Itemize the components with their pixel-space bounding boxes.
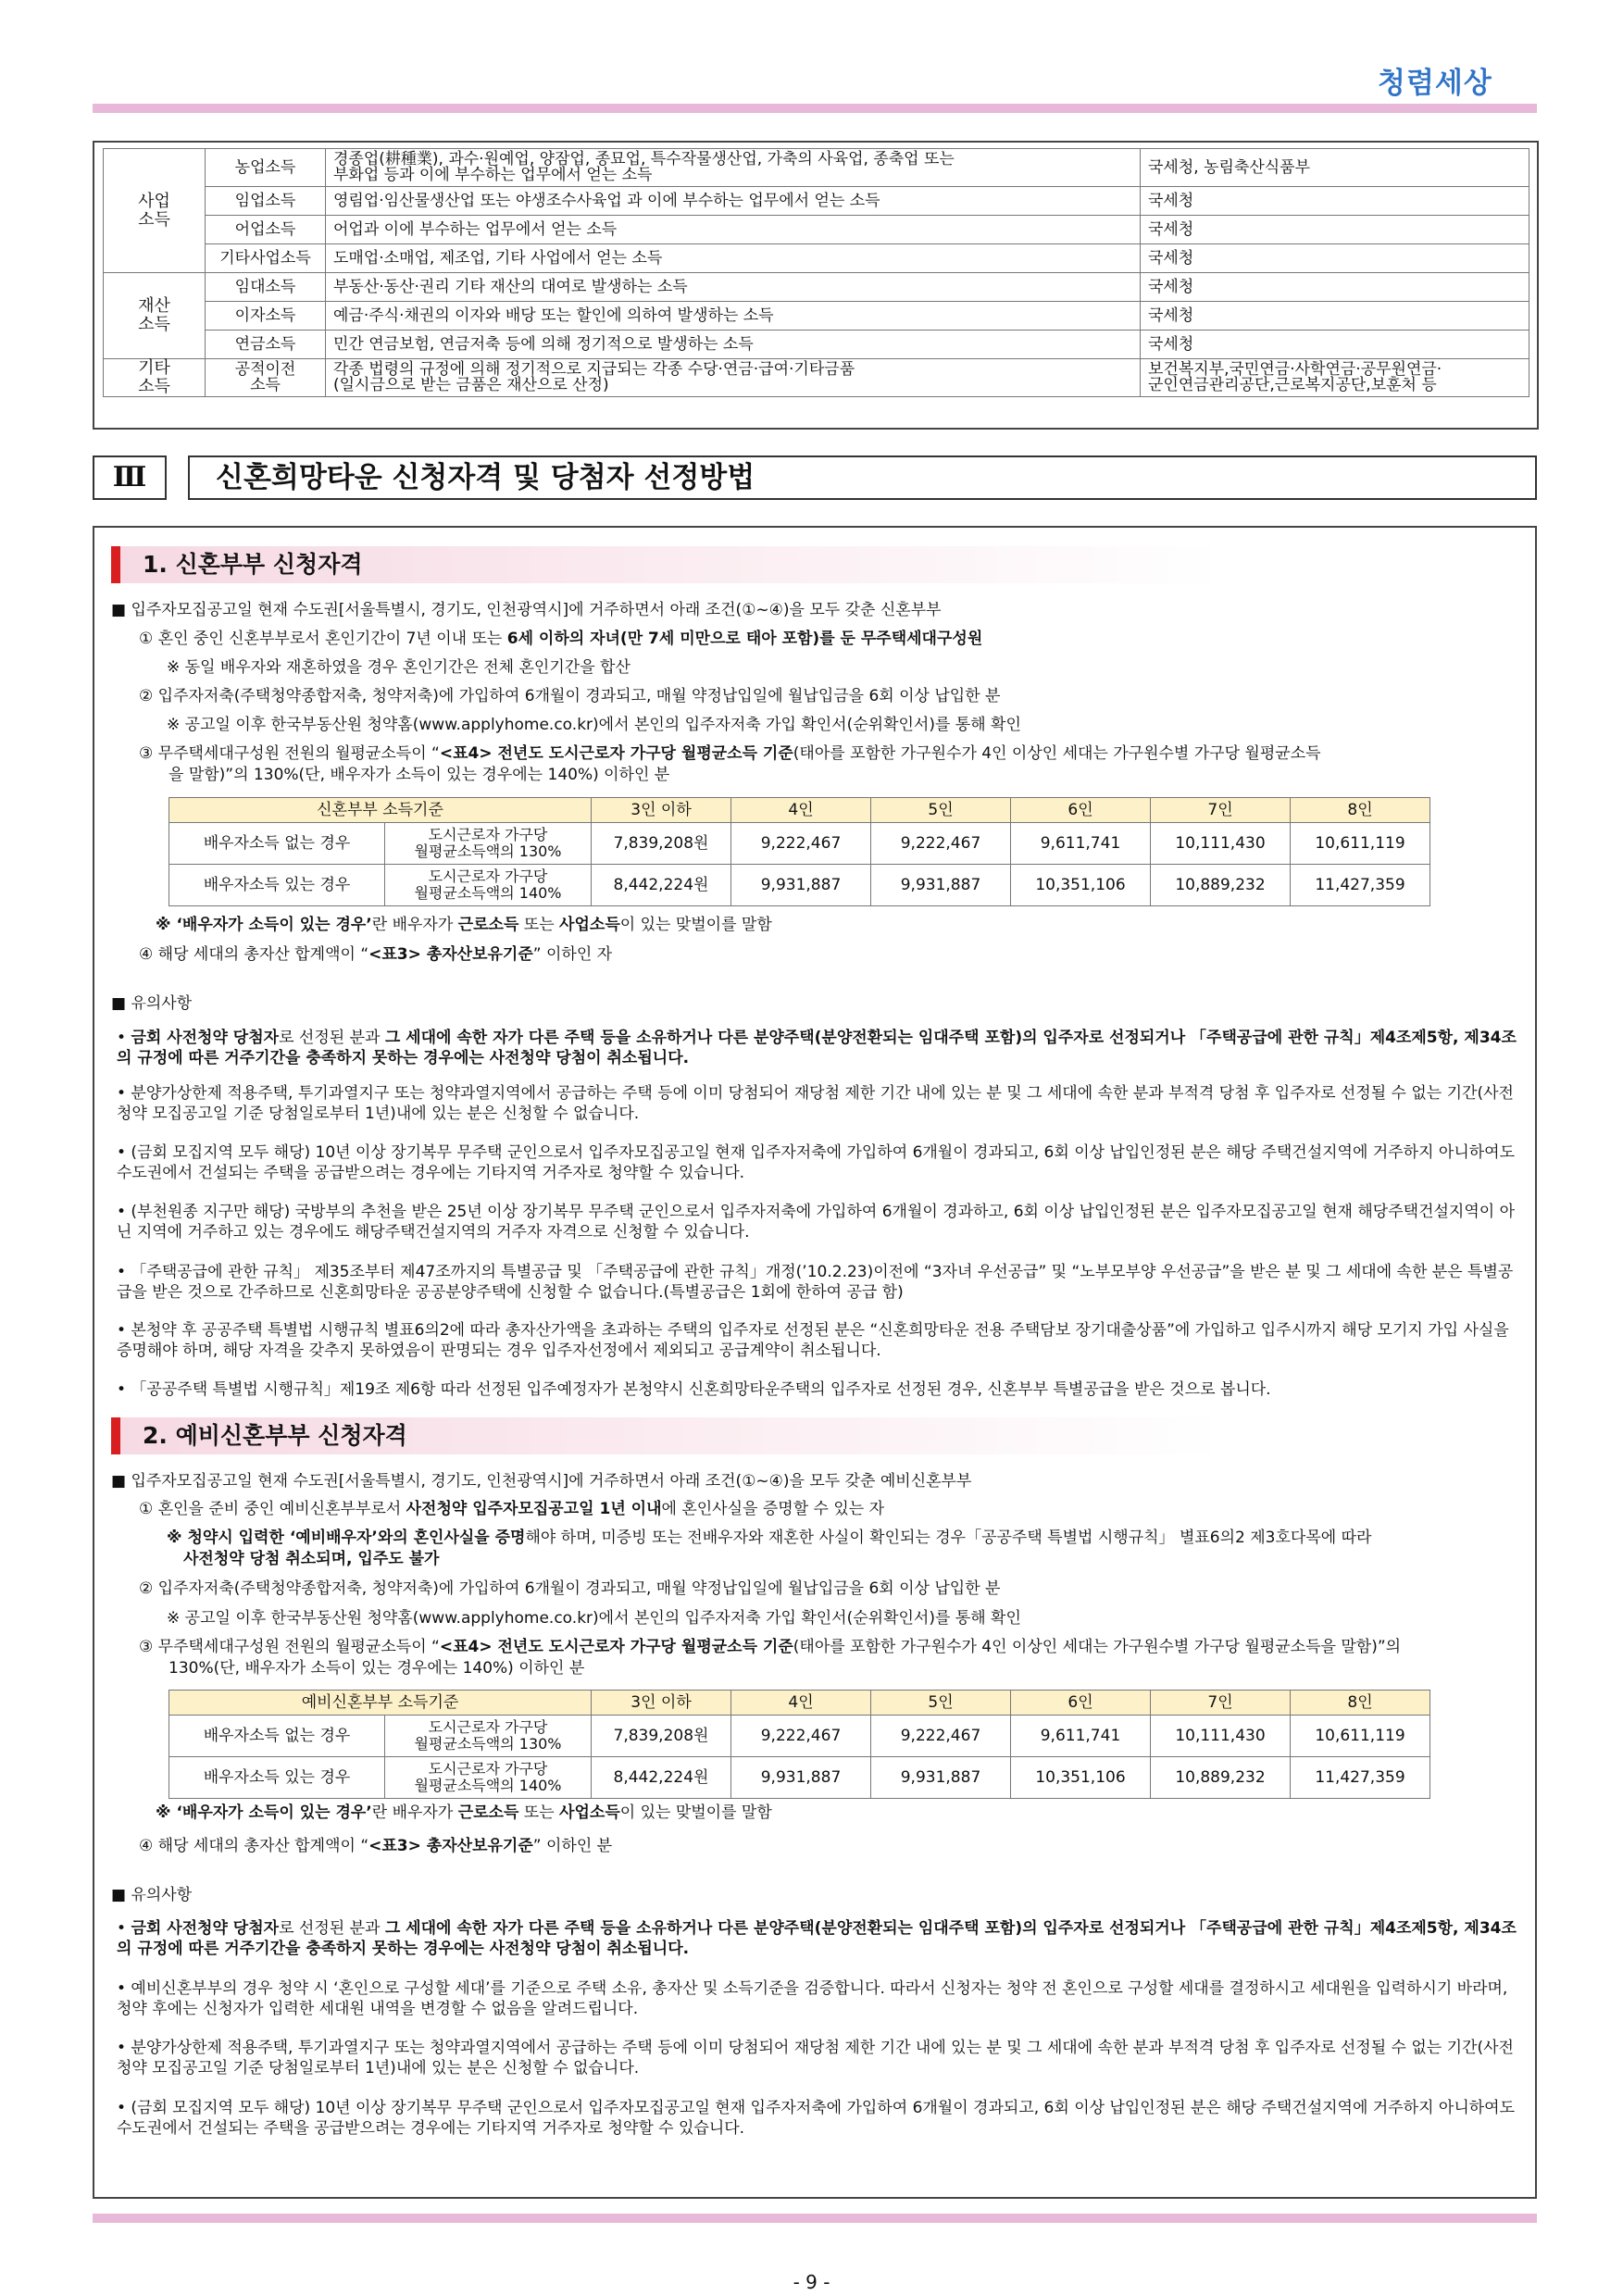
- row-label: 배우자소득 없는 경우: [169, 823, 385, 865]
- s1-bullet-6: • 본청약 후 공공주택 특별법 시행규칙 별표6의2에 따라 총자산가액을 초과하는 주택의 입주자로 선정된 분은 “신혼희망타운 전용 주택담보 장기대출상품”에 가입하고 입주시까지 해당 모기지 가입 사실을 증명해야 하며, 해당 자격을 갖추지 못하였음이 판명되는 경우 입주자선정에서 제외되고 공급계약이 취소됩니다.: [117, 1321, 1509, 1360]
- s1-bullet-5: • 「주택공급에 관한 규칙」 제35조부터 제47조까지의 특별공급 및 「주택공급에 관한 규칙」개정(’10.2.23)이전에 “3자녀 우선공급” 및 “노부모부양 우선공급”을 받은 분 및 그 세대에 속한 분은 특별공급을 받은 것으로 간주하므로 신혼희망타운 공공분양주택에 신청할 수 없습니다.(특별공급은 1회에 한하여 공급 함): [117, 1263, 1514, 1302]
- s2-cond4: [139, 1836, 612, 1856]
- s1-caution-title: ■ 유의사항: [111, 994, 193, 1013]
- heading-bar: [111, 1417, 120, 1454]
- income-value: 11,427,359: [1291, 1757, 1430, 1799]
- s2-cond1: [139, 1499, 884, 1519]
- income-value: 7,839,208원: [592, 1716, 731, 1757]
- income-value: 10,611,119: [1291, 1716, 1430, 1757]
- s1-b1-d: 그 세대에 속한 자가 다른 주택 등을 소유하거나 다른 분양주택(분양전환되는 임대주택 포함)의 입주자로 선정되거나 「주택공급에 관한 규칙」제4조제5항, 제34조의 규정에 따른 거주기간을 충족하지 못하는 경우에는 사전청약 당첨이 취소됩니다.: [117, 1029, 1517, 1067]
- income-category: 재산 소득: [104, 273, 206, 359]
- income-description: 부동산·동산·권리 기타 재산의 대여로 발생하는 소득: [326, 273, 1141, 302]
- income-agency: 국세청: [1141, 331, 1529, 359]
- income-row: [104, 187, 1529, 216]
- income-value: 9,931,887: [731, 1757, 871, 1799]
- s2-cond4-a: ④ 해당 세대의 총자산 합계액이 “: [139, 1837, 369, 1855]
- s2-b1-c: 로 선정된 분과: [279, 1919, 385, 1938]
- s1-note: [156, 915, 772, 935]
- income-row: [104, 273, 1529, 302]
- table-header-cell: 8인: [1291, 798, 1430, 823]
- s1-cond3-a: ③ 무주택세대구성원 전원의 월평균소득이 “: [139, 744, 440, 763]
- table-row: [169, 1716, 1430, 1757]
- income-row: [104, 331, 1529, 359]
- s1-note-c: 근로소득: [457, 916, 519, 934]
- table-header-cell: 6인: [1011, 798, 1151, 823]
- table-header-cell: 3인 이하: [592, 1691, 731, 1716]
- s2-cond3-cont: 130%(단, 배우자가 소득이 있는 경우에는 140%) 이하인 분: [169, 1659, 585, 1678]
- s2-c1n-b: 해야 하며, 미증빙 또는 전배우자와 재혼한 사실이 확인되는 경우「공공주택 특별법 시행규칙」 별표6의2 제3호다목에 따라: [525, 1529, 1372, 1547]
- s1-bullet-4: • (부천원종 지구만 해당) 국방부의 추천을 받은 25년 이상 장기복무 무주택 군인으로서 입주자저축에 가입하여 6개월이 경과하고, 6회 이상 납입인정된 분은 입주자모집공고일 현재 해당주택건설지역이 아닌 지역에 거주하고 있는 경우에도 해당주택건설지역의 거주자 자격으로 신청할 수 있습니다.: [117, 1203, 1516, 1242]
- income-subtype: 임업소득: [206, 187, 326, 216]
- row-label: 배우자소득 있는 경우: [169, 1757, 385, 1799]
- s2-cond4-b: <표3> 총자산보유기준: [368, 1837, 533, 1855]
- table-header-cell: 5인: [871, 1691, 1011, 1716]
- income-subtype: 임대소득: [206, 273, 326, 302]
- income-value: 10,889,232: [1151, 865, 1291, 906]
- s2-cond3: [139, 1637, 1401, 1657]
- s2-note: [156, 1803, 772, 1823]
- table-header-cell: 5인: [871, 798, 1011, 823]
- table-header-cell: 7인: [1151, 1691, 1291, 1716]
- row-basis: 도시근로자 가구당 월평균소득액의 140%: [385, 865, 592, 906]
- table-header-cell: 예비신혼부부 소득기준: [169, 1691, 592, 1716]
- income-agency: 보건복지부,국민연금·사학연금·공무원연금· 군인연금관리공단,근로복지공단,보훈처 등: [1141, 359, 1529, 397]
- s1-cond3: [139, 743, 1321, 764]
- table-header-cell: 4인: [731, 1691, 871, 1716]
- income-row: [104, 149, 1529, 187]
- s2-cond1-note: [167, 1528, 1371, 1548]
- income-description: 경종업(耕種業), 과수·원예업, 양잠업, 종묘업, 특수작물생산업, 가축의 사육업, 종축업 또는 부화업 등과 이에 부수하는 업무에서 얻는 소득: [326, 149, 1141, 187]
- s1-b1-a: •: [117, 1029, 131, 1047]
- s1-cond2-note: ※ 공고일 이후 한국부동산원 청약홈(www.applyhome.co.kr)에서 본인의 입주자저축 가입 확인서(순위확인서)를 통해 확인: [167, 716, 1021, 734]
- section-title: 신혼희망타운 신청자격 및 당첨자 선정방법: [188, 455, 1537, 500]
- s2-note-b: 란 배우자가: [371, 1803, 458, 1822]
- s2-note-c: 근로소득: [457, 1803, 519, 1822]
- s2-bullet-2: • 예비신혼부부의 경우 청약 시 ‘혼인으로 구성할 세대’를 기준으로 주택 소유, 총자산 및 소득기준을 검증합니다. 따라서 신청자는 청약 전 혼인으로 구성할 세대를 결정하시고 세대원을 입력하시기 바라며, 청약 후에는 신청자가 입력한 세대원 내역을 변경할 수 없음을 알려드립니다.: [117, 1979, 1508, 2018]
- s2-cond1-c: 에 혼인사실을 증명할 수 있는 자: [661, 1500, 885, 1518]
- s2-note-d: 또는: [518, 1803, 560, 1822]
- income-value: 10,351,106: [1011, 865, 1151, 906]
- income-agency: 국세청, 농림축산식품부: [1141, 149, 1529, 187]
- income-value: 10,111,430: [1151, 1716, 1291, 1757]
- table-header-cell: 3인 이하: [592, 798, 731, 823]
- s2-bullet-4: • (금회 모집지역 모두 해당) 10년 이상 장기복무 무주택 군인으로서 입주자모집공고일 현재 입주자저축에 가입하여 6개월이 경과되고, 6회 이상 납입인정된 분은 해당 주택건설지역에 거주하지 아니하여도 수도권에서 건설되는 주택을 공급받으려는 경우에는 기타지역 거주자로 청약할 수 있습니다.: [117, 2099, 1516, 2138]
- income-subtype: 공적이전 소득: [206, 359, 326, 397]
- income-value: 9,611,741: [1011, 1716, 1151, 1757]
- income-table: [103, 148, 1529, 397]
- income-value: 8,442,224원: [592, 1757, 731, 1799]
- income-row: [104, 302, 1529, 331]
- s2-cond3-c: (태아를 포함한 가구원수가 4인 이상인 세대는 가구원수별 가구당 월평균소득을 말함)”의: [793, 1638, 1402, 1656]
- s1-b1-c: 로 선정된 분과: [279, 1029, 385, 1047]
- table-row: [169, 1757, 1430, 1799]
- s2-cond2-note: ※ 공고일 이후 한국부동산원 청약홈(www.applyhome.co.kr)에서 본인의 입주자저축 가입 확인서(순위확인서)를 통해 확인: [167, 1609, 1021, 1628]
- income-value: 9,931,887: [731, 865, 871, 906]
- s1-note-f: 이 있는 맞벌이를 말함: [619, 916, 772, 934]
- heading-text: 2. 예비신혼부부 신청자격: [143, 1422, 407, 1449]
- table-header-cell: 4인: [731, 798, 871, 823]
- s2-cond4-c: ” 이하인 분: [532, 1837, 613, 1855]
- income-category: 사업 소득: [104, 149, 206, 273]
- s1-bullet-2: • 분양가상한제 적용주택, 투기과열지구 또는 청약과열지역에서 공급하는 주택 등에 이미 당첨되어 재당첨 제한 기간 내에 있는 분 및 그 세대에 속한 분과 부적격 당첨 후 입주자로 선정될 수 없는 기간(사전청약 모집공고일 기준 당첨일로부터 1년)내에 있는 분은 신청할 수 없습니다.: [117, 1084, 1514, 1123]
- income-description: 영림업·임산물생산업 또는 야생조수사육업 과 이에 부수하는 업무에서 얻는 소득: [326, 187, 1141, 216]
- s1-income-table: [169, 797, 1430, 906]
- s2-b1-b: 금회 사전청약 당첨자: [131, 1919, 280, 1938]
- income-value: 10,889,232: [1151, 1757, 1291, 1799]
- income-subtype: 어업소득: [206, 216, 326, 244]
- income-category: 기타 소득: [104, 359, 206, 397]
- income-subtype: 농업소득: [206, 149, 326, 187]
- s1-note-d: 또는: [518, 916, 560, 934]
- s2-bullet-1: [117, 1918, 1524, 1959]
- s1-cond1: [139, 629, 982, 649]
- income-value: 9,931,887: [871, 865, 1011, 906]
- income-value: 9,222,467: [731, 823, 871, 865]
- s2-caution-title: ■ 유의사항: [111, 1886, 193, 1904]
- income-agency: 국세청: [1141, 244, 1529, 273]
- income-description: 각종 법령의 규정에 의해 정기적으로 지급되는 각종 수당·연금·급여·기타금품 (일시금으로 받는 금품은 재산으로 산정): [326, 359, 1141, 397]
- income-table-box: [93, 141, 1539, 430]
- s2-cond2: ② 입주자저축(주택청약종합저축, 청약저축)에 가입하여 6개월이 경과되고, 매월 약정납입일에 월납입금을 6회 이상 납입한 분: [139, 1579, 1001, 1598]
- s1-note-a: ※ ‘배우자가 소득이 있는 경우’: [156, 916, 372, 934]
- s1-note-b: 란 배우자가: [371, 916, 458, 934]
- table-row: [169, 823, 1430, 865]
- s2-b1-d: 그 세대에 속한 자가 다른 주택 등을 소유하거나 다른 분양주택(분양전환되는 임대주택 포함)의 입주자로 선정되거나 「주택공급에 관한 규칙」제4조제5항, 제34조의 규정에 따른 거주기간을 충족하지 못하는 경우에는 사전청약 당첨이 취소됩니다.: [117, 1919, 1517, 1958]
- income-description: 어업과 이에 부수하는 업무에서 얻는 소득: [326, 216, 1141, 244]
- table-header-cell: 7인: [1151, 798, 1291, 823]
- logo: [1378, 59, 1492, 101]
- section-number: Ⅲ: [93, 455, 167, 500]
- s2-note-a: ※ ‘배우자가 소득이 있는 경우’: [156, 1803, 372, 1822]
- s1-cond3-b: <표4> 전년도 도시근로자 가구당 월평균소득 기준: [439, 744, 793, 763]
- s1-b1-b: 금회 사전청약 당첨자: [131, 1029, 280, 1047]
- row-basis: 도시근로자 가구당 월평균소득액의 130%: [385, 1716, 592, 1757]
- s2-cond1-b: 사전청약 입주자모집공고일 1년 이내: [406, 1500, 662, 1518]
- s2-note-f: 이 있는 맞벌이를 말함: [619, 1803, 772, 1822]
- income-row: [104, 216, 1529, 244]
- income-value: 9,931,887: [871, 1757, 1011, 1799]
- income-value: 9,222,467: [731, 1716, 871, 1757]
- row-basis: 도시근로자 가구당 월평균소득액의 140%: [385, 1757, 592, 1799]
- income-value: 10,611,119: [1291, 823, 1430, 865]
- s1-intro: ■ 입주자모집공고일 현재 수도권[서울특별시, 경기도, 인천광역시]에 거주하면서 아래 조건(①~④)을 모두 갖춘 신혼부부: [111, 601, 942, 619]
- s1-cond4-a: ④ 해당 세대의 총자산 합계액이 “: [139, 945, 369, 964]
- income-value: 9,222,467: [871, 1716, 1011, 1757]
- heading-bar: [111, 546, 120, 583]
- income-agency: 국세청: [1141, 302, 1529, 331]
- row-basis: 도시근로자 가구당 월평균소득액의 130%: [385, 823, 592, 865]
- s2-c1n-a: ※ 청약시 입력한 ‘예비배우자’와의 혼인사실을 증명: [167, 1529, 526, 1547]
- income-agency: 국세청: [1141, 216, 1529, 244]
- s2-cond3-b: <표4> 전년도 도시근로자 가구당 월평균소득 기준: [439, 1638, 793, 1656]
- s1-bullet-1: [117, 1028, 1524, 1068]
- income-value: 9,222,467: [871, 823, 1011, 865]
- income-value: 10,351,106: [1011, 1757, 1151, 1799]
- income-subtype: 연금소득: [206, 331, 326, 359]
- s2-note-e: 사업소득: [559, 1803, 620, 1822]
- income-description: 도매업·소매업, 제조업, 기타 사업에서 얻는 소득: [326, 244, 1141, 273]
- table-header-row: [169, 798, 1430, 823]
- s1-cond1-text: ① 혼인 중인 신혼부부로서 혼인기간이 7년 이내 또는: [139, 630, 507, 648]
- income-row: [104, 359, 1529, 397]
- income-row: [104, 244, 1529, 273]
- income-description: 예금·주식·채권의 이자와 배당 또는 할인에 의하여 발생하는 소득: [326, 302, 1141, 331]
- s1-bullet-3: • (금회 모집지역 모두 해당) 10년 이상 장기복무 무주택 군인으로서 입주자모집공고일 현재 입주자저축에 가입하여 6개월이 경과되고, 6회 이상 납입인정된 분은 해당 주택건설지역에 거주하지 아니하여도 수도권에서 건설되는 주택을 공급받으려는 경우에는 기타지역 거주자로 청약할 수 있습니다.: [117, 1143, 1516, 1182]
- table-header-cell: 신혼부부 소득기준: [169, 798, 592, 823]
- s2-cond1-note-cont: [183, 1549, 439, 1569]
- s1-bullet-7: • 「공공주택 특별법 시행규칙」제19조 제6항 따라 선정된 입주예정자가 본청약시 신혼희망타운주택의 입주자로 선정된 경우, 신혼부부 특별공급을 받은 것으로 봅니다.: [117, 1380, 1271, 1399]
- s1-cond1-note: ※ 동일 배우자와 재혼하였을 경우 혼인기간은 전체 혼인기간을 합산: [167, 658, 630, 677]
- table-header-row: [169, 1691, 1430, 1716]
- logo-text: 청렴세상: [1378, 67, 1492, 100]
- income-value: 11,427,359: [1291, 865, 1430, 906]
- income-value: 8,442,224원: [592, 865, 731, 906]
- table-header-cell: 8인: [1291, 1691, 1430, 1716]
- s2-bullet-3: • 분양가상한제 적용주택, 투기과열지구 또는 청약과열지역에서 공급하는 주택 등에 이미 당첨되어 재당첨 제한 기간 내에 있는 분 및 그 세대에 속한 분과 부적격 당첨 후 입주자로 선정될 수 없는 기간(사전청약 모집공고일 기준 당첨일로부터 1년)내에 있는 분은 신청할 수 없습니다.: [117, 2039, 1514, 2078]
- income-subtype: 기타사업소득: [206, 244, 326, 273]
- income-description: 민간 연금보험, 연금저축 등에 의해 정기적으로 발생하는 소득: [326, 331, 1141, 359]
- row-label: 배우자소득 없는 경우: [169, 1716, 385, 1757]
- bottom-divider: [93, 2214, 1537, 2223]
- income-subtype: 이자소득: [206, 302, 326, 331]
- page-number: - 9 -: [793, 2271, 830, 2293]
- table-row: [169, 865, 1430, 906]
- heading-prenewlywed: [111, 1417, 1222, 1454]
- heading-newlywed: [111, 546, 1222, 583]
- s1-cond1-bold: 6세 이하의 자녀(만 7세 미만으로 태아 포함)를 둔 무주택세대구성원: [506, 630, 983, 648]
- income-agency: 국세청: [1141, 273, 1529, 302]
- s1-cond2: ② 입주자저축(주택청약종합저축, 청약저축)에 가입하여 6개월이 경과되고, 매월 약정납입일에 월납입금을 6회 이상 납입한 분: [139, 687, 1001, 705]
- income-value: 9,611,741: [1011, 823, 1151, 865]
- s2-cond3-a: ③ 무주택세대구성원 전원의 월평균소득이 “: [139, 1638, 440, 1656]
- heading-text: 1. 신혼부부 신청자격: [143, 551, 363, 578]
- income-agency: 국세청: [1141, 187, 1529, 216]
- s1-cond4-c: ” 이하인 자: [532, 945, 613, 964]
- row-label: 배우자소득 있는 경우: [169, 865, 385, 906]
- s1-cond3-cont: 을 말함)”의 130%(단, 배우자가 소득이 있는 경우에는 140%) 이하인 분: [169, 766, 670, 784]
- s1-cond3-c: (태아를 포함한 가구원수가 4인 이상인 세대는 가구원수별 가구당 월평균소득: [793, 744, 1321, 763]
- income-value: 7,839,208원: [592, 823, 731, 865]
- s2-intro: ■ 입주자모집공고일 현재 수도권[서울특별시, 경기도, 인천광역시]에 거주하면서 아래 조건(①~④)을 모두 갖춘 예비신혼부부: [111, 1472, 972, 1491]
- s2-cond1-a: ① 혼인을 준비 중인 예비신혼부부로서: [139, 1500, 406, 1518]
- table-header-cell: 6인: [1011, 1691, 1151, 1716]
- s1-cond4: [139, 944, 612, 965]
- top-divider: [93, 104, 1537, 113]
- s2-c1n-c: 사전청약 당첨 취소되며, 입주도 불가: [183, 1550, 440, 1568]
- s2-b1-a: •: [117, 1919, 131, 1938]
- income-value: 10,111,430: [1151, 823, 1291, 865]
- s2-income-table: [169, 1690, 1430, 1799]
- s1-note-e: 사업소득: [559, 916, 620, 934]
- s1-cond4-b: <표3> 총자산보유기준: [368, 945, 533, 964]
